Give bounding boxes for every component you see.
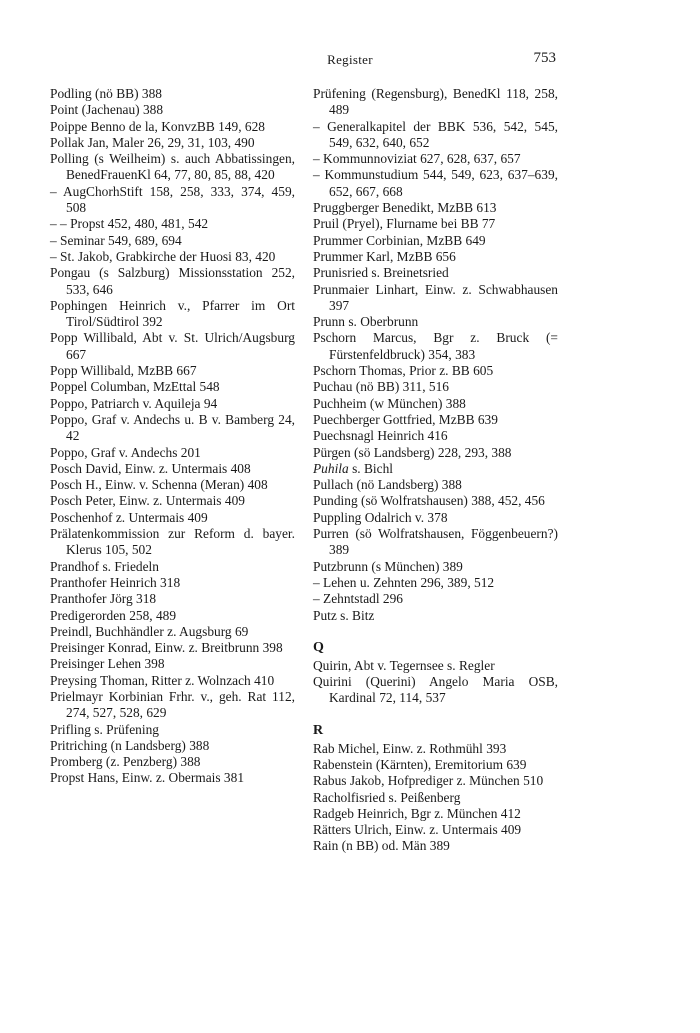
index-entry: Puechsnagl Heinrich 416 (313, 428, 448, 444)
index-entry: – Lehen u. Zehnten 296, 389, 512 (313, 574, 495, 590)
index-entry: Preysing Thoman, Ritter z. Wolnzach 410 (50, 672, 275, 688)
index-entry: Puechberger Gottfried, MzBB 639 (313, 411, 498, 427)
index-entry: Rain (n BB) od. Män 389 (313, 838, 450, 854)
index-entry: Punding (sö Wolfratshausen) 388, 452, 456 (313, 493, 545, 509)
index-entry: – Zehntstadl 296 (313, 591, 404, 607)
index-entry: Prunisried s. Breinetsried (313, 265, 449, 281)
index-entry: Popp Willibald, Abt v. St. Ulrich/Augsburg 667 (50, 330, 295, 362)
index-entry: Pullach (nö Landsberg) 388 (313, 477, 462, 493)
section-letter-q: Q (313, 639, 324, 655)
index-entry: Prälatenkommission zur Reform d. bayer. Klerus 105, 502 (50, 526, 295, 558)
index-entry: Racholfisried s. Peißenberg (313, 789, 461, 805)
index-entry: Poschenhof z. Untermais 409 (50, 509, 208, 525)
index-entry-italic-term: Puhila (313, 460, 349, 476)
index-entry: Puppling Odalrich v. 378 (313, 509, 448, 525)
page-number: 753 (533, 50, 556, 66)
index-entry: Prunmaier Linhart, Einw. z. Schwabhausen 397 (313, 281, 558, 313)
index-entry: Quirini (Querini) Angelo Maria OSB, Kardinal 72, 114, 537 (313, 674, 558, 706)
index-entry: Popp Willibald, MzBB 667 (50, 363, 197, 379)
index-entry: Pschorn Thomas, Prior z. BB 605 (313, 363, 494, 379)
index-entry: Poppel Columban, MzEttal 548 (50, 379, 220, 395)
index-entry: Poppo, Patriarch v. Aquileja 94 (50, 395, 218, 411)
index-entry: Rab Michel, Einw. z. Rothmühl 393 (313, 740, 507, 756)
index-entry: – Kommunnoviziat 627, 628, 637, 657 (313, 151, 521, 167)
index-column-right (313, 86, 558, 855)
index-entry (313, 461, 558, 477)
index-entry-rest: s. Bichl (348, 460, 393, 476)
index-entry: Prandhof s. Friedeln (50, 558, 159, 574)
index-entry: Rabenstein (Kärnten), Eremitorium 639 (313, 756, 527, 772)
index-entry: Putz s. Bitz (313, 607, 375, 623)
index-entry: Pranthofer Heinrich 318 (50, 574, 181, 590)
index-entry: Promberg (z. Penzberg) 388 (50, 754, 201, 770)
index-entry: Point (Jachenau) 388 (50, 102, 164, 118)
index-entry: Prielmayr Korbinian Frhr. v., geh. Rat 112, 274, 527, 528, 629 (50, 688, 295, 721)
index-entry: Puchau (nö BB) 311, 516 (313, 379, 450, 395)
index-entry: Pranthofer Jörg 318 (50, 591, 157, 607)
index-entry: Radgeb Heinrich, Bgr z. München 412 (313, 805, 521, 821)
index-entry: Prifling s. Prüfening (50, 721, 159, 737)
index-entry: Pschorn Marcus, Bgr z. Bruck (= Fürstenfeldbruck) 354, 383 (313, 330, 558, 362)
index-entry: – Seminar 549, 689, 694 (50, 232, 182, 248)
index-entry: Quirin, Abt v. Tegernsee s. Regler (313, 657, 495, 673)
index-entry: Putzbrunn (s München) 389 (313, 558, 463, 574)
index-entry: Pophingen Heinrich v., Pfarrer im Ort Tirol/Südtirol 392 (50, 297, 295, 330)
index-entry: Preindl, Buchhändler z. Augsburg 69 (50, 623, 249, 639)
index-entries-r (313, 741, 558, 855)
index-entry: Pongau (s Salzburg) Missionsstation 252, 533, 646 (50, 265, 295, 297)
index-entry: Rätters Ulrich, Einw. z. Untermais 409 (313, 822, 522, 838)
index-entry: – – Propst 452, 480, 481, 542 (50, 216, 209, 232)
index-entry: – St. Jakob, Grabkirche der Huosi 83, 420 (50, 248, 276, 264)
index-entries-q (313, 658, 558, 707)
index-entry: Pollak Jan, Maler 26, 29, 31, 103, 490 (50, 134, 255, 150)
running-header-title: Register (327, 52, 373, 67)
index-entries-p (313, 86, 558, 624)
index-entry: Predigerorden 258, 489 (50, 607, 177, 623)
index-entry: Puchheim (w München) 388 (313, 395, 466, 411)
index-entry: – Generalkapitel der BBK 536, 542, 545, 549, 632, 640, 652 (313, 118, 558, 150)
index-entry: Prummer Karl, MzBB 656 (313, 248, 456, 264)
index-entry: Pritriching (n Landsberg) 388 (50, 737, 210, 753)
index-entry: Posch H., Einw. v. Schenna (Meran) 408 (50, 477, 268, 493)
section-letter-r: R (313, 722, 324, 738)
index-entry: Propst Hans, Einw. z. Obermais 381 (50, 770, 245, 786)
index-entry: Pruggberger Benedikt, MzBB 613 (313, 200, 497, 216)
index-entry: – AugChorhStift 158, 258, 333, 374, 459, 508 (50, 183, 295, 216)
index-entry: Polling (s Weilheim) s. auch Abbatissingen, BenedFrauenKl 64, 77, 80, 85, 88, 420 (50, 151, 295, 183)
index-entry: Poippe Benno de la, KonvzBB 149, 628 (50, 118, 265, 134)
index-entry: Preisinger Lehen 398 (50, 656, 165, 672)
index-entry: Posch David, Einw. z. Untermais 408 (50, 460, 251, 476)
index-entry: Poppo, Graf v. Andechs 201 (50, 444, 201, 460)
index-entry: Purren (sö Wolfratshausen, Föggenbeuern?) 389 (313, 526, 558, 558)
index-entry: Rabus Jakob, Hofprediger z. München 510 (313, 773, 544, 789)
index-entry: Poppo, Graf v. Andechs u. B v. Bamberg 24, 42 (50, 411, 295, 444)
index-entry: Preisinger Konrad, Einw. z. Breitbrunn 398 (50, 640, 283, 656)
index-entry: Podling (nö BB) 388 (50, 86, 162, 101)
index-entry: Prummer Corbinian, MzBB 649 (313, 232, 486, 248)
index-entry: Prunn s. Oberbrunn (313, 314, 419, 330)
index-entry: Pruil (Pryel), Flurname bei BB 77 (313, 216, 496, 232)
index-entry: Pürgen (sö Landsberg) 228, 293, 388 (313, 444, 512, 460)
index-entry: Prüfening (Regensburg), BenedKl 118, 258, 489 (313, 86, 558, 118)
index-column-left (50, 86, 295, 787)
index-entry: Posch Peter, Einw. z. Untermais 409 (50, 493, 245, 509)
index-entry: – Kommunstudium 544, 549, 623, 637–639, 652, 667, 668 (313, 167, 558, 199)
